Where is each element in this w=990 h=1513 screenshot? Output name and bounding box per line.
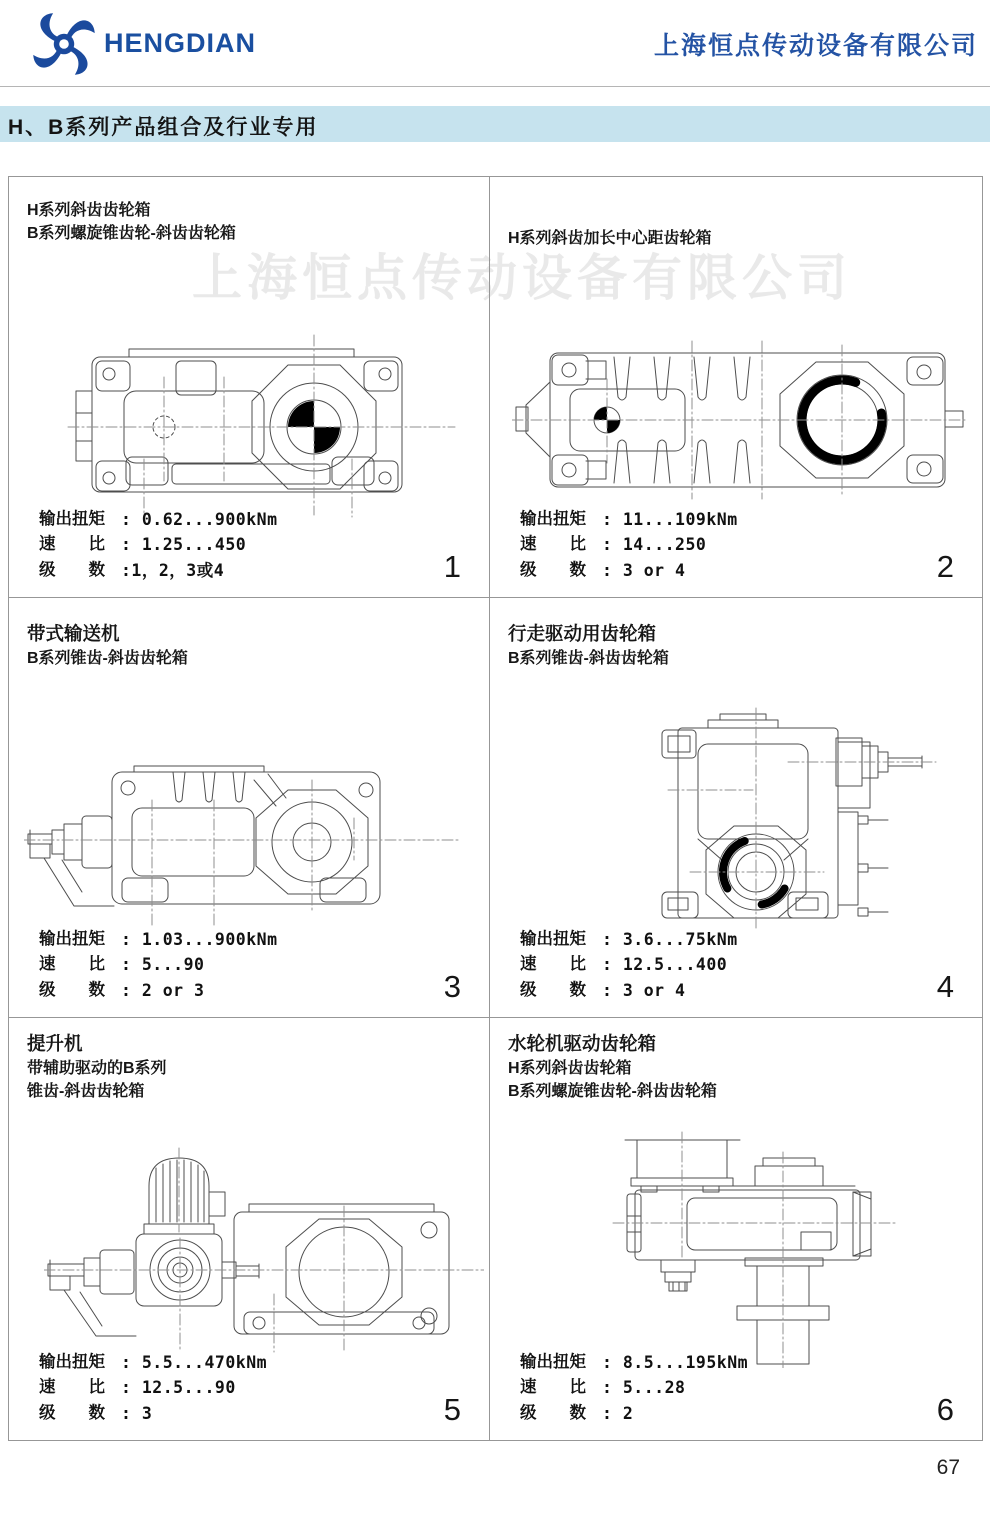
spec-row [39, 1401, 267, 1427]
spec-row [520, 1401, 748, 1427]
product-title-line: B系列螺旋锥齿轮-斜齿齿轮箱 [508, 1083, 717, 1100]
header-divider [0, 86, 990, 87]
product-title-line: 锥齿-斜齿齿轮箱 [27, 1083, 145, 1100]
spec-value: : 5...90 [121, 955, 205, 974]
spec-value: : 12.5...90 [121, 1378, 236, 1397]
spec-label: 速 比 [520, 955, 586, 973]
product-cell-5 [9, 1018, 490, 1440]
spec-row [39, 532, 278, 558]
spec-label: 速 比 [39, 955, 105, 973]
spec-value: : 11...109kNm [602, 509, 738, 529]
product-title-line: B系列锥齿-斜齿齿轮箱 [508, 650, 669, 667]
spec-table [39, 927, 278, 1004]
spec-value: : 2 or 3 [121, 980, 205, 1000]
spec-label: 速 比 [39, 535, 105, 553]
spec-label: 速 比 [520, 1378, 586, 1396]
product-title [508, 620, 669, 670]
product-title [27, 1030, 167, 1103]
spec-value: : 3 or 4 [602, 980, 686, 1000]
water-turbine-drive-gearbox-drawing [605, 1128, 955, 1368]
helical-gearbox-side-view-drawing [64, 319, 459, 519]
spec-table [520, 507, 738, 584]
spec-value: : 5.5...470kNm [121, 1352, 268, 1372]
spec-value: : 5...28 [602, 1378, 686, 1397]
spec-label: 速 比 [39, 1378, 105, 1396]
spec-table [39, 1350, 267, 1427]
spec-value: : 12.5...400 [602, 955, 728, 974]
product-cell-3 [9, 598, 490, 1018]
page-number: 67 [936, 1456, 960, 1479]
spec-table [520, 1350, 748, 1427]
product-title-line: 带辅助驱动的B系列 [27, 1060, 167, 1077]
product-cell-1 [9, 177, 490, 598]
spec-value: : 1.25...450 [121, 535, 247, 554]
spec-row [520, 952, 738, 978]
product-title [27, 199, 236, 245]
spec-row [520, 1350, 748, 1376]
product-title-line: B系列锥齿-斜齿齿轮箱 [27, 650, 188, 667]
product-title-line: 水轮机驱动齿轮箱 [508, 1033, 657, 1054]
product-title-line: 行走驱动用齿轮箱 [508, 623, 657, 644]
product-title-line: H系列斜齿齿轮箱 [508, 1060, 632, 1077]
spec-row [520, 507, 738, 533]
spec-row [520, 927, 738, 953]
spec-row [39, 558, 278, 584]
spec-value: : 2 [602, 1403, 634, 1423]
spec-label: 级 数 [39, 1403, 105, 1422]
product-title-line: 提升机 [27, 1033, 83, 1054]
product-cell-2 [490, 177, 982, 598]
spec-value: : 3 or 4 [602, 560, 686, 580]
spec-label: 输出扭矩 [520, 509, 586, 528]
product-title-line: H系列斜齿齿轮箱 [27, 202, 151, 219]
spec-label: 输出扭矩 [520, 1352, 586, 1371]
brand-wordmark: HENGDIAN [104, 28, 257, 58]
spec-value: : 1.03...900kNm [121, 929, 278, 949]
spec-table [520, 927, 738, 1004]
spec-label: 级 数 [520, 560, 586, 579]
cell-number: 5 [443, 1392, 461, 1427]
product-title [508, 227, 712, 250]
spec-row [39, 507, 278, 533]
product-title-line: H系列斜齿加长中心距齿轮箱 [508, 230, 712, 247]
section-title: H、B系列产品组合及行业专用 [8, 116, 319, 139]
spec-label: 输出扭矩 [39, 1352, 105, 1371]
cell-number: 4 [936, 969, 954, 1004]
product-title-line: 带式输送机 [27, 623, 120, 644]
spec-row [39, 952, 278, 978]
page-header [0, 0, 990, 86]
spec-row [39, 927, 278, 953]
company-name: 上海恒点传动设备有限公司 [653, 33, 978, 60]
belt-conveyor-gearbox-drawing [24, 740, 459, 935]
hoist-gearbox-with-auxiliary-drive-drawing [44, 1144, 484, 1359]
product-title-line: B系列螺旋锥齿轮-斜齿齿轮箱 [27, 225, 236, 242]
spec-value: : 8.5...195kNm [602, 1352, 749, 1372]
spec-value: : 14...250 [602, 535, 707, 554]
spec-row [39, 1350, 267, 1376]
spec-row [520, 978, 738, 1004]
spec-value: :1，2，3或4 [121, 560, 225, 580]
cell-number: 1 [443, 549, 461, 584]
spec-table [39, 507, 278, 584]
cell-number: 3 [443, 969, 461, 1004]
watermark-text: 上海恒点传动设备有限公司 [192, 250, 852, 306]
hengdian-logo-icon [32, 12, 96, 76]
extended-center-distance-gearbox-top-view-drawing [512, 327, 967, 512]
spec-label: 级 数 [520, 980, 586, 999]
spec-row [39, 978, 278, 1004]
spec-row [520, 558, 738, 584]
spec-row [39, 1375, 267, 1401]
spec-row [520, 1375, 748, 1401]
spec-label: 级 数 [520, 1403, 586, 1422]
travel-drive-gearbox-drawing [638, 700, 938, 930]
product-title [508, 1030, 717, 1103]
spec-label: 输出扭矩 [39, 929, 105, 948]
cell-number: 2 [936, 549, 954, 584]
spec-label: 输出扭矩 [520, 929, 586, 948]
cell-number: 6 [936, 1392, 954, 1427]
spec-label: 级 数 [39, 560, 105, 579]
product-cell-6 [490, 1018, 982, 1440]
product-title [27, 620, 188, 670]
spec-value: : 3.6...75kNm [602, 929, 738, 949]
section-title-bar [0, 106, 990, 142]
spec-value: : 0.62...900kNm [121, 509, 278, 529]
spec-label: 输出扭矩 [39, 509, 105, 528]
spec-label: 速 比 [520, 535, 586, 553]
product-cell-4 [490, 598, 982, 1018]
product-grid [8, 176, 983, 1441]
spec-label: 级 数 [39, 980, 105, 999]
spec-row [520, 532, 738, 558]
spec-value: : 3 [121, 1403, 153, 1423]
